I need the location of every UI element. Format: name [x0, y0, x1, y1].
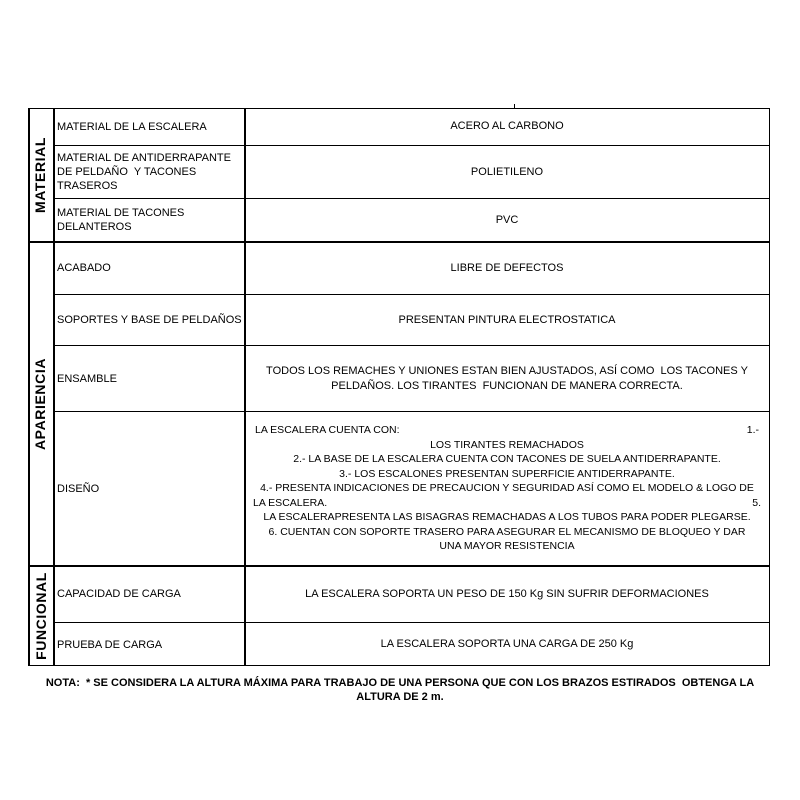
value-text: LA ESCALERAPRESENTA LAS BISAGRAS REMACHADAS A LOS TUBOS PARA PODER PLEGARSE.	[263, 511, 751, 524]
category-divider	[53, 108, 55, 666]
footnote-line: NOTA: * SE CONSIDERA LA ALTURA MÁXIMA PARA TRABAJO DE UNA PERSONA QUE CON LOS BRAZOS ESTIRADOS OBTENGA LA	[45, 677, 755, 689]
category-funcional	[28, 566, 53, 666]
value-text: 1.-	[746, 424, 759, 437]
row-value-material-antiderrapante	[247, 146, 767, 198]
label-text: MATERIAL DE LA ESCALERA	[57, 120, 207, 133]
row-label-diseno	[57, 412, 243, 565]
category-funcional-label: FUNCIONAL	[32, 572, 49, 660]
row-label-material-antiderrapante	[57, 146, 243, 198]
value-text: 5.	[752, 496, 761, 509]
value-text: PVC	[495, 213, 519, 226]
label-text: MATERIAL DE TACONES	[57, 207, 185, 219]
row-label-material-tacones	[57, 199, 243, 241]
label-text: DELANTEROS	[57, 221, 132, 233]
row-label-material-escalera	[57, 108, 243, 145]
value-text: PRESENTAN PINTURA ELECTROSTATICA	[398, 313, 616, 326]
value-text: 4.- PRESENTA INDICACIONES DE PRECAUCION Y SEGURIDAD ASÍ COMO EL MODELO & LOGO DE	[260, 482, 754, 495]
label-text: ACABADO	[57, 262, 111, 274]
value-text: UNA MAYOR RESISTENCIA	[439, 540, 575, 553]
label-value-divider	[244, 108, 246, 666]
row-value-material-escalera	[247, 108, 767, 145]
category-apariencia	[28, 242, 53, 565]
footnote	[40, 676, 760, 704]
category-apariencia-label: APARIENCIA	[32, 357, 49, 450]
category-material-label: MATERIAL	[32, 136, 49, 213]
value-text: PELDAÑOS. LOS TIRANTES FUNCIONAN DE MANERA CORRECTA.	[331, 379, 683, 392]
value-text: LOS TIRANTES REMACHADOS	[430, 438, 584, 451]
row-label-ensamble	[57, 346, 243, 411]
label-text: CAPACIDAD DE CARGA	[57, 588, 181, 600]
row-label-capacidad	[57, 566, 243, 622]
value-text: LIBRE DE DEFECTOS	[450, 261, 564, 274]
row-label-prueba	[57, 623, 243, 666]
row-value-soportes	[247, 295, 767, 345]
row-value-acabado	[247, 242, 767, 294]
value-text: LA ESCALERA SOPORTA UN PESO DE 150 Kg SIN SUFRIR DEFORMACIONES	[305, 587, 709, 600]
row-label-acabado	[57, 242, 243, 294]
footnote-line: ALTURA DE 2 m.	[356, 691, 444, 703]
label-text: ENSAMBLE	[57, 372, 117, 385]
value-text: 2.- LA BASE DE LA ESCALERA CUENTA CON TACONES DE SUELA ANTIDERRAPANTE.	[293, 453, 721, 466]
label-text: TRASEROS	[57, 180, 118, 192]
value-text: 6. CUENTAN CON SOPORTE TRASERO PARA ASEGURAR EL MECANISMO DE BLOQUEO Y DAR	[268, 525, 746, 538]
row-label-soportes	[57, 295, 243, 345]
label-text: DE PELDAÑO Y TACONES	[57, 166, 197, 178]
label-text: DISEÑO	[57, 482, 100, 495]
value-text: LA ESCALERA CUENTA CON:	[255, 424, 400, 437]
label-text: PRUEBA DE CARGA	[57, 638, 163, 651]
value-text: LA ESCALERA.	[253, 496, 328, 509]
value-text: 3.- LOS ESCALONES PRESENTAN SUPERFICIE ANTIDERRAPANTE.	[339, 467, 675, 480]
design-line-row	[247, 496, 767, 511]
category-material	[28, 108, 53, 241]
label-text: SOPORTES Y BASE DE PELDAÑOS	[57, 314, 242, 326]
design-line-row	[247, 423, 767, 438]
row-value-diseno	[247, 412, 767, 565]
value-text: TODOS LOS REMACHES Y UNIONES ESTAN BIEN AJUSTADOS, ASÍ COMO LOS TACONES Y	[266, 364, 748, 377]
label-text: MATERIAL DE ANTIDERRAPANTE	[57, 152, 231, 164]
row-value-capacidad	[247, 566, 767, 622]
value-text: LA ESCALERA SOPORTA UNA CARGA DE 250 Kg	[380, 638, 634, 650]
value-text: ACERO AL CARBONO	[450, 120, 564, 132]
value-text: POLIETILENO	[470, 165, 544, 178]
row-value-ensamble	[247, 346, 767, 411]
row-value-material-tacones	[247, 199, 767, 241]
row-value-prueba	[247, 623, 767, 666]
